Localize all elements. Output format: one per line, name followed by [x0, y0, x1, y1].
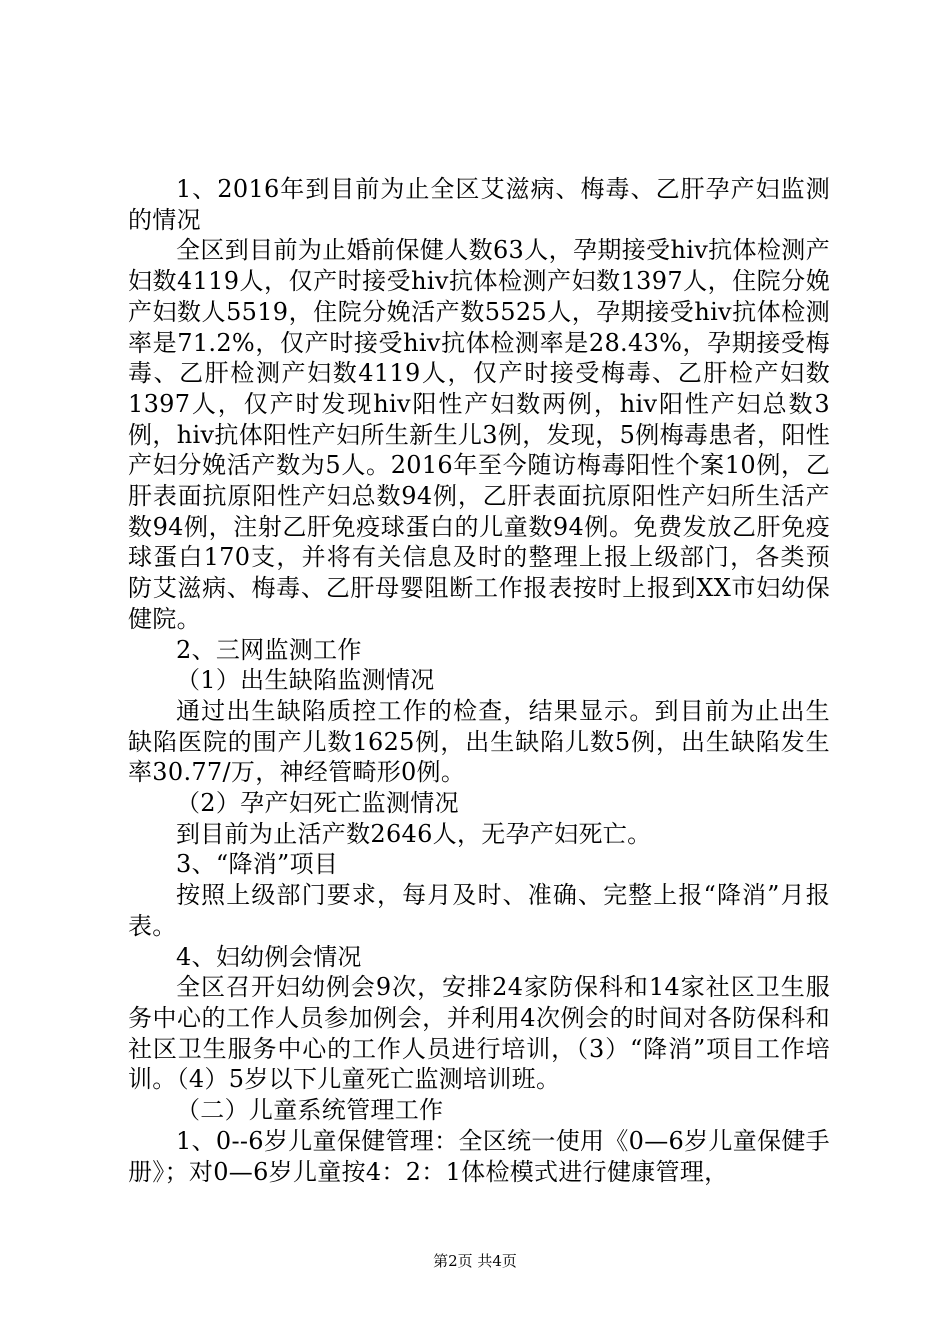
subsection-heading: （1）出生缺陷监测情况 [176, 666, 435, 695]
subsection-heading: （2）孕产妇死亡监测情况 [176, 789, 459, 818]
document-body [128, 174, 830, 1187]
section-heading: 4、妇幼例会情况 [176, 942, 362, 971]
body-paragraph: 1、0--6岁儿童保健管理：全区统一使用《0—6岁儿童保健手册》；对0—6岁儿童按4：2：1体检模式进行健康管理， [128, 1126, 830, 1186]
body-paragraph: 到目前为止活产数2646人，无孕产妇死亡。 [176, 819, 652, 848]
section-heading: 2、三网监测工作 [176, 635, 362, 664]
page-number-footer: 第2页 共4页 [433, 1252, 517, 1270]
body-paragraph: 全区召开妇幼例会9次，安排24家防保科和14家社区卫生服务中心的工作人员参加例会，并利用4次例会的时间对各防保科和社区卫生服务中心的工作人员进行培训，（3）“降消”项目工作培训。（4）5岁以下儿童死亡监测培训班。 [128, 973, 830, 1094]
section-heading: 3、“降消”项目 [176, 850, 339, 879]
section-heading: 1、2016年到目前为止全区艾滋病、梅毒、乙肝孕产妇监测的情况 [128, 175, 830, 234]
body-paragraph: 通过出生缺陷质控工作的检查，结果显示。到目前为止出生缺陷医院的围产儿数1625例，出生缺陷儿数5例，出生缺陷发生率30.77/万，神经管畸形0例。 [128, 696, 830, 787]
body-paragraph: 按照上级部门要求，每月及时、准确、完整上报“降消”月报表。 [128, 881, 830, 940]
section-heading: （二）儿童系统管理工作 [176, 1096, 444, 1125]
body-paragraph: 全区到目前为止婚前保健人数63人，孕期接受hiv抗体检测产妇数4119人，仅产时接受hiv抗体检测产妇数1397人，住院分娩产妇数人5519，住院分娩活产数5525人，孕期接受hiv抗体检测率是71.2%，仅产时接受hiv抗体检测率是28.43%，孕期接受梅毒、乙肝检测产妇数4119人，仅产时接受梅毒、乙肝检产妇数1397人，仅产时发现hiv阳性产妇数两例，hiv阳性产妇总数3例，hiv抗体阳性产妇所生新生儿3例，发现，5例梅毒患者，阳性产妇分娩活产数为5人。2016年至今随访梅毒阳性个案10例，乙肝表面抗原阳性产妇总数94例，乙肝表面抗原阳性产妇所生活产数94例，注射乙肝免疫球蛋白的儿童数94例。免费发放乙肝免疫球蛋白170支，并将有关信息及时的整理上报上级部门，各类预防艾滋病、梅毒、乙肝母婴阻断工作报表按时上报到XX市妇幼保健院。 [128, 236, 830, 633]
